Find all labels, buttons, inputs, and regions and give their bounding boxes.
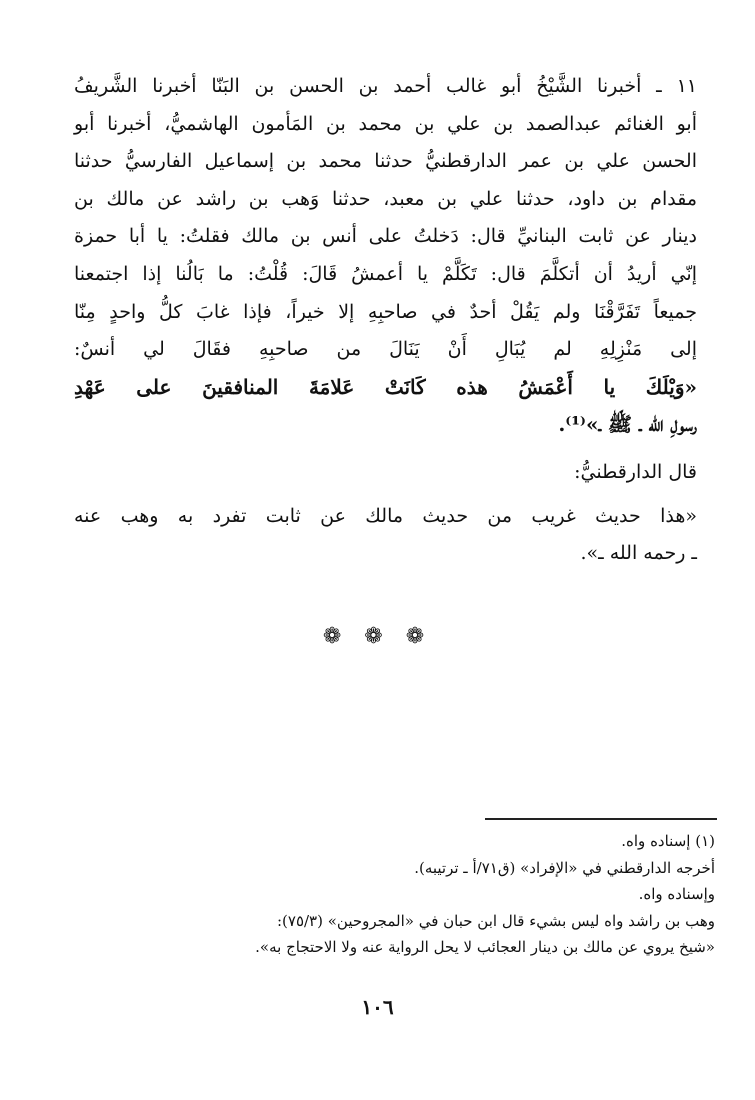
- text-line: دينار عن ثابت البنانيِّ قال: دَخلتُ على أنس بن مالك فقلتُ: يا أبا حمزة: [74, 225, 697, 248]
- text-line: الحسن علي بن عمر الدارقطنيُّ حدثنا محمد بن إسماعيل الفارسيُّ حدثنا: [74, 150, 697, 173]
- footnote-line: (١) إسناده واه.: [621, 832, 715, 850]
- text-line: إنّي أريدُ أن أتكلَّمَ قال: تَكَلَّمْ يا أعمشُ قَالَ: قُلْتُ: ما بَالُنا إذا اجتمعنا: [74, 262, 697, 285]
- footnotes: [120, 828, 715, 961]
- daraqutni-label: قال الدارقطنيُّ:: [574, 460, 697, 483]
- text-line: جميعاً تَفَرَّقْنَا ولم يَقُلْ أحدٌ في صاحبِهِ إلا خيراً، فإذا غابَ كلُّ واحدٍ مِنّا: [74, 300, 697, 323]
- text-line: إلى مَنْزِلِهِ لم يُبَالِ أَنْ يَنَالَ من صاحبِهِ فقَالَ لي أنسٌ:: [74, 338, 697, 361]
- text-line: ١١ ـ أخبرنا الشَّيْخُ أبو غالب أحمد بن الحسن بن البَنّا أخبرنا الشَّريفُ: [74, 75, 697, 97]
- page-number: ١٠٦: [361, 995, 394, 1019]
- hadith-quote-end: رسولِ الله ـ ﷺ ـ»⁽¹⁾.: [558, 412, 697, 437]
- main-text: [74, 68, 697, 573]
- comment-end: ـ رحمه الله ـ».: [580, 542, 697, 565]
- section-separator: ❁ ❁ ❁: [322, 624, 433, 649]
- hadith-quote-line: «وَيْلَكَ يا أَعْمَشُ هذه كَانَتْ عَلامَةَ المنافقينَ على عَهْدِ: [74, 374, 697, 399]
- footnote-divider: [485, 818, 717, 820]
- footnote-line: أخرجه الدارقطني في «الإفراد» (ق٧١/أ ـ ترتيبه).: [414, 858, 715, 877]
- footnote-line: وإسناده واه.: [638, 885, 715, 903]
- footnote-line: وهب بن راشد واه ليس بشيء قال ابن حبان في «المجروحين» (٧٥/٣):: [276, 911, 715, 930]
- footnote-line: «شيخ يروي عن مالك بن دينار العجائب لا يحل الرواية عنه ولا الاحتجاج به».: [255, 938, 715, 956]
- text-line: أبو الغنائم عبدالصمد بن علي بن محمد بن المَأمون الهاشميُّ، أخبرنا أبو: [74, 112, 697, 135]
- comment-line: «هذا حديث غريب من حديث مالك عن ثابت تفرد به وهب عنه: [74, 504, 697, 527]
- text-line: مقدام بن داود، حدثنا علي بن معبد، حدثنا وَهب بن راشد عن مالك بن: [74, 187, 697, 210]
